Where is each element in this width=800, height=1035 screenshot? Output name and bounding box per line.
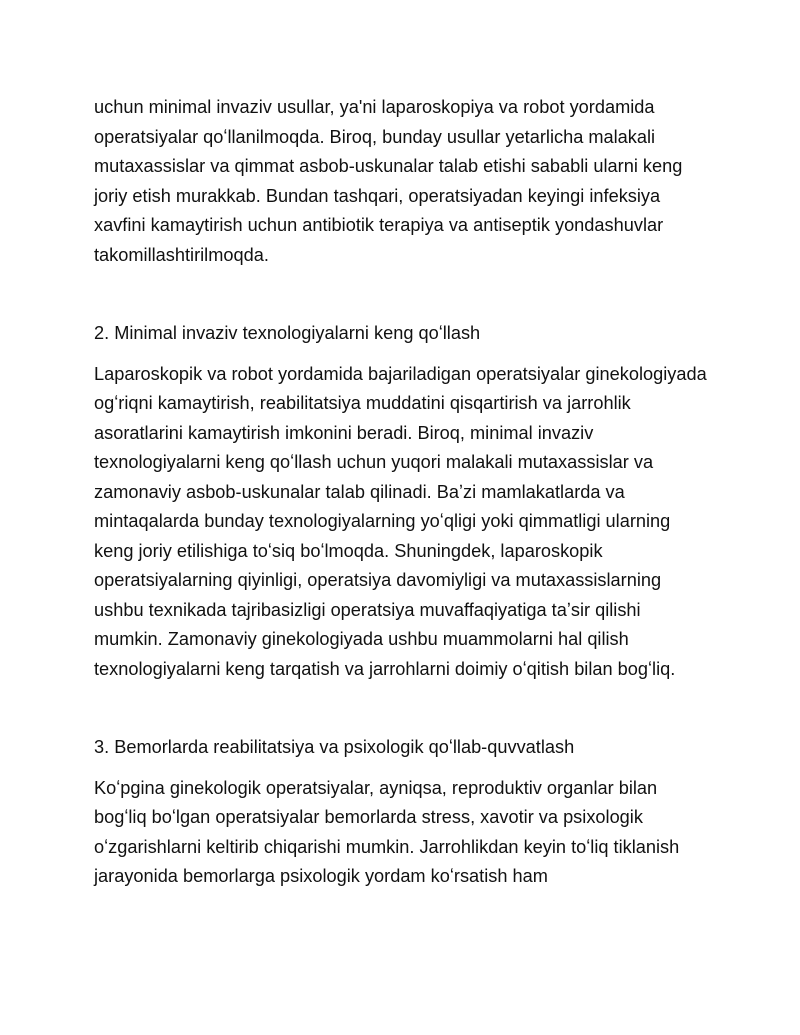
section-heading-2: 2. Minimal invaziv texnologiyalarni keng qoʻllash — [94, 323, 481, 343]
heading-spacer — [94, 349, 714, 360]
section-heading-3: 3. Bemorlarda reabilitatsiya va psixologik qoʻllab-quvvatlash — [94, 737, 575, 757]
intro-paragraph: uchun minimal invaziv usullar, ya'ni laparoskopiya va robot yordamida operatsiyalar qoʻllanilmoqda. Biroq, bunday usullar yetarlicha malakali mutaxassislar va qimmat asbob-uskunalar talab etishi sababli ularni keng joriy etish murakkab. Bundan tashqari, operatsiyadan keyingi infeksiya xavfini kamaytirish uchun antibiotik terapiya va antiseptik yondashuvlar takomillashtirilmoqda. — [94, 97, 683, 265]
section-body-2: Laparoskopik va robot yordamida bajariladigan operatsiyalar ginekologiyada ogʻriqni kamaytirish, reabilitatsiya muddatini qisqartirish va jarrohlik asoratlarini kamaytirish imkonini beradi. Biroq, minimal invaziv texnologiyalarni keng qoʻllash uchun yuqori malakali mutaxassislar va zamonaviy asbob-uskunalar talab qilinadi. Baʼzi mamlakatlarda va mintaqalarda bunday texnologiyalarning yoʻqligi yoki qimmatligi ularning keng joriy etilishiga toʻsiq boʻlmoqda. Shuningdek, laparoskopik operatsiyalarning qiyinligi, operatsiya davomiyligi va mutaxassislarning ushbu texnikada tajribasizligi operatsiya muvaffaqiyatiga taʼsir qilishi mumkin. Zamonaviy ginekologiyada ushbu muammolarni hal qilish texnologiyalarni keng tarqatish va jarrohlarni doimiy oʻqitish bilan bogʻliq. — [94, 363, 707, 679]
section-body-3: Koʻpgina ginekologik operatsiyalar, ayniqsa, reproduktiv organlar bilan bogʻliq boʻlgan operatsiyalar bemorlarda stress, xavotir va psixologik oʻzgarishlarni keltirib chiqarishi mumkin. Jarrohlikdan keyin toʻliq tiklanish jarayonida bemorlarga psixologik yordam koʻrsatish ham — [94, 777, 680, 886]
paragraph-spacer — [94, 684, 714, 733]
heading-spacer — [94, 763, 714, 774]
paragraph-spacer — [94, 270, 714, 319]
document-body — [94, 93, 714, 892]
